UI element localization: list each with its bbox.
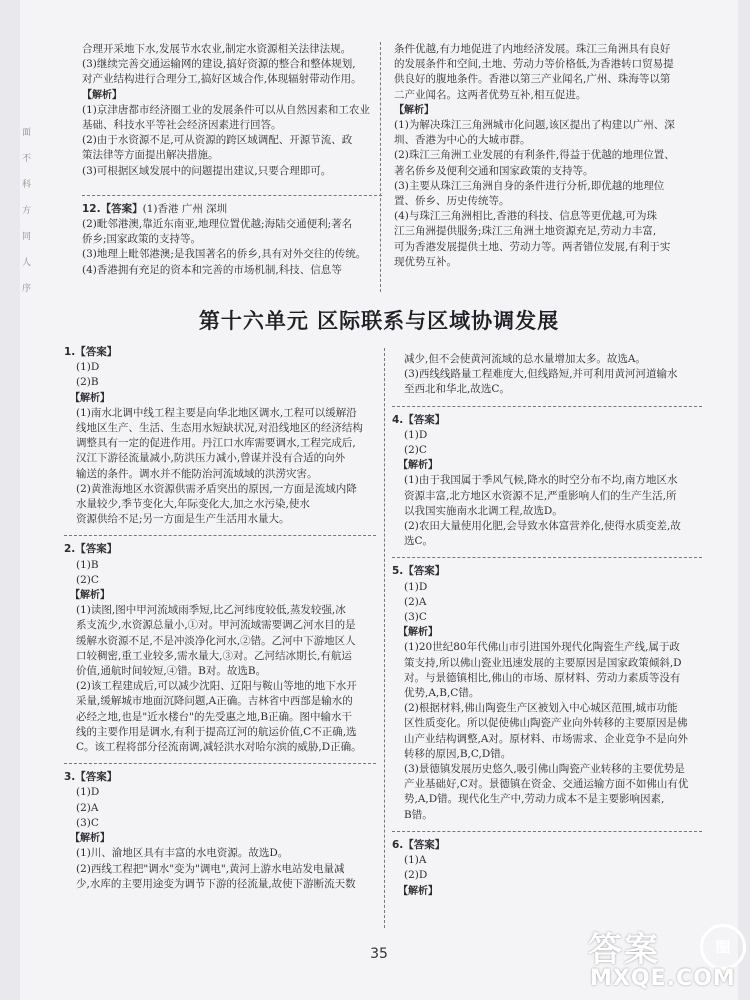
page-number: 35	[370, 946, 388, 962]
text-line: 圳、香港为中心的大城市群。	[394, 134, 531, 147]
q1-answer-label: 1.【答案】	[64, 346, 118, 358]
top-left-column	[82, 42, 382, 278]
text-line: (1)川、渝地区具有丰富的水电资源。故选D。	[76, 847, 289, 860]
divider	[64, 763, 376, 764]
answer-item: (2)A	[76, 801, 99, 814]
text-line: 策支持,所以佛山瓷业迅速发展的主要原因是国家政策倾斜,D	[404, 656, 682, 669]
text-line: 采量,缓解城市地面沉降问题,A正确。吉林省中西部是输水的	[76, 695, 353, 708]
text-line: 价值,通航时间较短,④错。B对。故选B。	[76, 665, 267, 678]
right-column	[392, 352, 702, 899]
text-line: 优势,A,B,C错。	[404, 687, 480, 700]
text-line: 势,A,D错。现代化生产中,劳动力成本不是主要影响因素,	[404, 793, 665, 806]
text-line: 线的主要作用是调水,有利于提高辽河的航运价值,C不正确,选	[76, 725, 357, 738]
margin-mark: 科	[22, 180, 32, 190]
analysis-label: 【解析】	[70, 392, 110, 404]
text-line: 缓解水资源不足,不是冲淡净化河水,②错。乙河中下游地区人	[76, 634, 356, 647]
text-line: (2)根据材料,佛山陶瓷生产区被划入中心城区范围,城市功能	[404, 702, 678, 715]
q3-answer-label: 3.【答案】	[64, 771, 118, 784]
q5-answer-label: 5.【答案】	[392, 565, 446, 578]
text-line: C。该工程将部分径流南调,减轻洪水对哈尔滨的威胁,D正确。	[76, 741, 362, 754]
q6-answer-label: 6.【答案】	[392, 838, 446, 851]
text-line: 口较稠密,重工业较多,需水量大,③对。乙河结冰期长,有航运	[76, 649, 352, 662]
text-line: 汉江下游径流量减小,防洪压力减小,曾谋并没有合适的向外	[76, 452, 346, 465]
margin-mark: 方	[22, 206, 32, 216]
margin-mark: 人	[22, 258, 32, 268]
text-line: (3)可根据区域发展中的问题提出建议,只要合理即可。	[82, 164, 332, 177]
text-line: 著名侨乡及便利交通和国家政策的支持等。	[394, 164, 594, 177]
analysis-label: 【解析】	[82, 89, 122, 101]
text-line: (1)由于我国属于季风气候,降水的时空分布不均,南方地区水	[404, 474, 678, 487]
text-line: 转移的原因,B,C,D错。	[404, 747, 512, 760]
text-line: (1)20世纪80年代佛山市引进国外现代化陶瓷生产线,属于政	[404, 641, 680, 654]
text-line: 调整具有一定的促进作用。丹江口水库需要调水,工程完成后,	[76, 437, 356, 450]
q2-answer-label: 2.【答案】	[64, 543, 118, 556]
answer-item: (2)C	[76, 573, 99, 586]
page	[20, 0, 738, 1000]
text-line: (3)景德镇发展历史悠久,吸引佛山陶瓷产业转移的主要优势是	[404, 763, 685, 776]
watermark-text: 答案	[588, 930, 660, 970]
answer-item: (2)B	[76, 376, 99, 389]
text-line: 产业基础好,C对。景德镇在资金、交通运输方面不如佛山有优	[404, 778, 689, 791]
text-line: (2)毗邻港澳,靠近东南亚,地理位置优越;海陆交通便利;著名	[82, 218, 353, 231]
text-line: 对。与景德镇相比,佛山的市场、原材料、劳动力素质等没有	[404, 671, 681, 684]
text-line: (3)主要从珠江三角洲自身的条件进行分析,即优越的地理位	[394, 179, 665, 192]
top-right-column	[394, 42, 694, 270]
watermark-logo	[584, 922, 744, 994]
answer-item: (2)D	[404, 869, 428, 882]
divider	[392, 831, 702, 832]
text-line: 以我国实施南水北调工程,故选D。	[404, 504, 563, 517]
answer-item: (3)C	[76, 816, 99, 829]
text-line: 对产业结构进行合理分工,搞好区域合作,体现辐射带动作用。	[82, 73, 362, 86]
text-line: 基础、科技水平等社会经济因素进行回答。	[82, 119, 282, 132]
divider	[82, 195, 382, 196]
answer-item: (2)C	[404, 444, 427, 457]
text-line: 二产业闻名。这两者优势互补,相互促进。	[394, 88, 587, 101]
text-line: 选C。	[404, 535, 434, 548]
text-line: B错。	[404, 808, 433, 821]
text-line: (2)珠江三角洲工业发展的有利条件,得益于优越的地理位置、	[394, 149, 675, 162]
watermark-circle: 圈	[700, 924, 746, 970]
text-line: 水量较少,季节变化大,年际变化大,加之水污染,使水	[76, 498, 310, 511]
text-line: 江三角洲提供服务;珠江三角洲土地资源充足,劳动力丰富,	[394, 225, 657, 238]
text-line: (2)由于水资源不足,可从资源的跨区域调配、开源节流、政	[82, 134, 353, 147]
text-line: 供良好的腹地条件。香港以第三产业闻名,广州、珠海等以第	[394, 73, 671, 86]
margin-marks	[22, 120, 31, 302]
text-line: (2)农田大量使用化肥,会导致水体富营养化,使得水质变差,故	[404, 520, 681, 533]
text-line: (1)为解决珠江三角洲城市化问题,该区提出了构建以广州、深	[394, 119, 675, 132]
text-line: (3)继续完善交通运输网的建设,搞好资源的整合和整体规划,	[82, 58, 356, 71]
unit-title: 第十六单元 区际联系与区域协调发展	[198, 309, 560, 333]
text-line: (2)该工程建成后,可以减少沈阳、辽阳与鞍山等地的地下水开	[76, 680, 357, 693]
answer-item: (1)B	[76, 558, 99, 571]
text-line: 可为香港发展提供土地、劳动力等。两者错位发展,有利于实	[394, 240, 671, 253]
analysis-label: 【解析】	[394, 104, 434, 116]
answer-item: (1)D	[76, 361, 100, 374]
text-line: 必经之地,也是"近水楼台"的先受惠之地,B正确。图中输水干	[76, 710, 353, 723]
text-line: 山产业结构调整,A对。原材料、市场需求、企业竞争不是向外	[404, 732, 688, 745]
text-line: 策法律等方面提出解决措施。	[82, 149, 219, 162]
column-divider	[384, 348, 385, 928]
divider	[392, 406, 702, 407]
text-line: 线地区生产、生活、生态用水短缺状况,对沿线地区的经济结构	[76, 422, 363, 435]
divider	[392, 557, 702, 558]
text-line: (1)读图,图中甲河流域雨季短,比乙河纬度较低,蒸发较强,冰	[76, 604, 346, 617]
text-line: (2)黄淮海地区水资源供需矛盾突出的原因,一方面是流域内降	[76, 482, 357, 495]
q4-answer-label: 4.【答案】	[392, 413, 446, 426]
answer-item: (3)C	[404, 611, 427, 624]
text-line: 少,水库的主要用途变为调节下游的径流量,故使下游断流天数	[76, 877, 356, 890]
analysis-label: 【解析】	[70, 833, 110, 845]
text-line: 现优势互补。	[394, 255, 457, 268]
margin-mark: 序	[22, 284, 32, 294]
text-line: (4)香港拥有充足的资本和完善的市场机制,科技、信息等	[82, 263, 342, 276]
text-line: 区性质变化。所以促使佛山陶瓷产业向外转移的主要原因是佛	[404, 717, 688, 730]
margin-mark: 面	[22, 128, 32, 138]
text-line: (4)与珠江三角洲相比,香港的科技、信息等更优越,可为珠	[394, 210, 658, 223]
text-line: (3)地理上毗邻港澳;是我国著名的侨乡,具有对外交往的传统。	[82, 248, 367, 261]
q12-answer-line	[82, 202, 382, 217]
text-line: (2)西线工程把"调水"变为"调电",黄河上游水电站发电量减	[76, 862, 345, 875]
watermark-url: MXQE.COM	[590, 966, 736, 991]
answer-item: (1)A	[404, 854, 427, 867]
text-line: 条件优越,有力地促进了内地经济发展。珠江三角洲具有良好	[394, 43, 671, 55]
margin-mark: 同	[22, 232, 32, 242]
text-line: 的发展条件和空间,土地、劳动力等价格低,为香港转口贸易提	[394, 58, 674, 71]
answer-item: (1)D	[404, 428, 428, 441]
analysis-label: 【解析】	[70, 590, 110, 602]
text-line: 资源供给不足;另一方面是生产生活用水量大。	[76, 513, 290, 526]
analysis-label: 【解析】	[398, 627, 438, 639]
text-line: (1)京津唐都市经济圈工业的发展条件可以从自然因素和工农业	[82, 103, 370, 116]
divider	[64, 535, 376, 536]
text-line: 至西北和华北,故选C。	[404, 383, 510, 396]
text-line: 输送的条件。调水并不能防治河流域域的洪涝灾害。	[76, 467, 318, 480]
answer-label: 12.【答案】	[82, 202, 143, 215]
analysis-label: 【解析】	[398, 460, 438, 472]
column-divider	[380, 42, 381, 292]
left-column	[64, 345, 376, 892]
answer-item: (2)A	[404, 595, 427, 608]
analysis-label: 【解析】	[398, 885, 438, 897]
answer-text: (1)香港 广州 深圳	[142, 202, 228, 215]
text-line: 合理开采地下水,发展节水农业,制定水资源相关法律法规。	[82, 43, 352, 55]
answer-item: (1)D	[404, 580, 428, 593]
text-line: 系支流少,水资源总量小,①对。甲河流域需要调乙河水目的是	[76, 619, 356, 632]
text-line: 减少,但不会使黄河流域的总水量增加太多。故选A。	[404, 353, 646, 365]
text-line: 置、侨乡、历史传统等。	[394, 195, 510, 208]
answer-item: (1)D	[76, 786, 100, 799]
text-line: 侨乡;国家政策的支持等。	[82, 233, 202, 246]
text-line: (1)南水北调中线工程主要是向华北地区调水,工程可以缓解沿	[76, 406, 357, 419]
margin-mark: 不	[22, 154, 32, 164]
text-line: 资源丰富,北方地区水资源不足,严重影响人们的生产生活,所	[404, 489, 677, 502]
text-line: (3)西线线路量工程难度大,但线路短,并可利用黄河河道输水	[404, 368, 678, 381]
